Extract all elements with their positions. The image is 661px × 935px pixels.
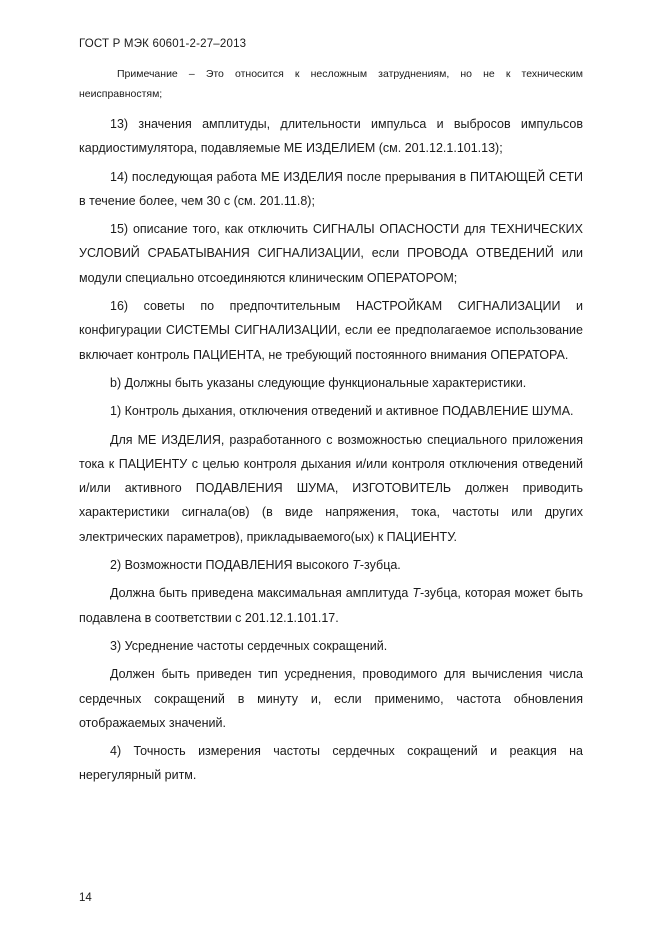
paragraph-heading-2 [79,553,583,577]
paragraph-text-part: 2) Возможности ПОДАВЛЕНИЯ высокого [110,558,353,573]
italic-symbol: T [412,586,421,601]
paragraph-text-part: -зубца. [359,558,401,573]
page-number: 14 [79,892,92,904]
paragraph-text-part: -зубца, которая может быть подавлена в соответствии с 201.12.1.101.17. [79,586,583,625]
paragraph-body-2 [79,581,583,630]
document-body [79,112,583,792]
paragraph-heading-3: 3) Усреднение частоты сердечных сокращений. [110,638,388,653]
paragraph-body-1: Для МЕ ИЗДЕЛИЯ, разработанного с возможностью специального приложения тока к ПАЦИЕНТУ с целью контроля дыхания и/или контроля отключения отведений и/или активного ПОДАВЛЕНИЯ ШУМА, ИЗГОТОВИТЕЛЬ должен приводить характеристики сигнала(ов) (в виде напряжения, тока, частоты или других электрических параметров), прикладываемого(ых) к ПАЦИЕНТУ. [79,432,583,544]
italic-symbol: T [352,558,360,573]
paragraph-section-b: b) Должны быть указаны следующие функциональные характеристики. [110,375,527,390]
note-text: Примечание – Это относится к несложным затруднениям, но не к техническим неисправностям; [79,68,583,100]
paragraph-item-14: 14) последующая работа МЕ ИЗДЕЛИЯ после прерывания в ПИТАЮЩЕЙ СЕТИ в течение более, чем 30 с (см. 201.11.8); [79,169,583,208]
paragraph-item-13: 13) значения амплитуды, длительности импульса и выбросов импульсов кардиостимулятора, подавляемые МЕ ИЗДЕЛИЕМ (см. 201.12.1.101.13); [79,117,583,156]
paragraph-item-16: 16) советы по предпочтительным НАСТРОЙКАМ СИГНАЛИЗАЦИИ и конфигурации СИСТЕМЫ СИГНАЛИЗАЦИИ, если ее предполагаемое использование включает контроль ПАЦИЕНТА, не требующий постоянного внимания ОПЕРАТОРА. [79,299,583,362]
paragraph-body-3: Должен быть приведен тип усреднения, проводимого для вычисления числа сердечных сокращений в минуту и, если применимо, частота обновления отображаемых значений. [79,667,583,730]
paragraph-item-15: 15) описание того, как отключить СИГНАЛЫ ОПАСНОСТИ для ТЕХНИЧЕСКИХ УСЛОВИЙ СРАБАТЫВАНИЯ СИГНАЛИЗАЦИИ, если ПРОВОДА ОТВЕДЕНИЙ или модули специально отсоединяются клиническим ОПЕРАТОРОМ; [79,222,583,285]
paragraph-heading-4: 4) Точность измерения частоты сердечных сокращений и реакция на нерегулярный ритм. [79,744,583,783]
paragraph-text-part: Должна быть приведена максимальная амплитуда [110,586,413,601]
paragraph-heading-1: 1) Контроль дыхания, отключения отведений и активное ПОДАВЛЕНИЕ ШУМА. [110,404,574,419]
document-header: ГОСТ Р МЭК 60601-2-27–2013 [79,38,247,50]
